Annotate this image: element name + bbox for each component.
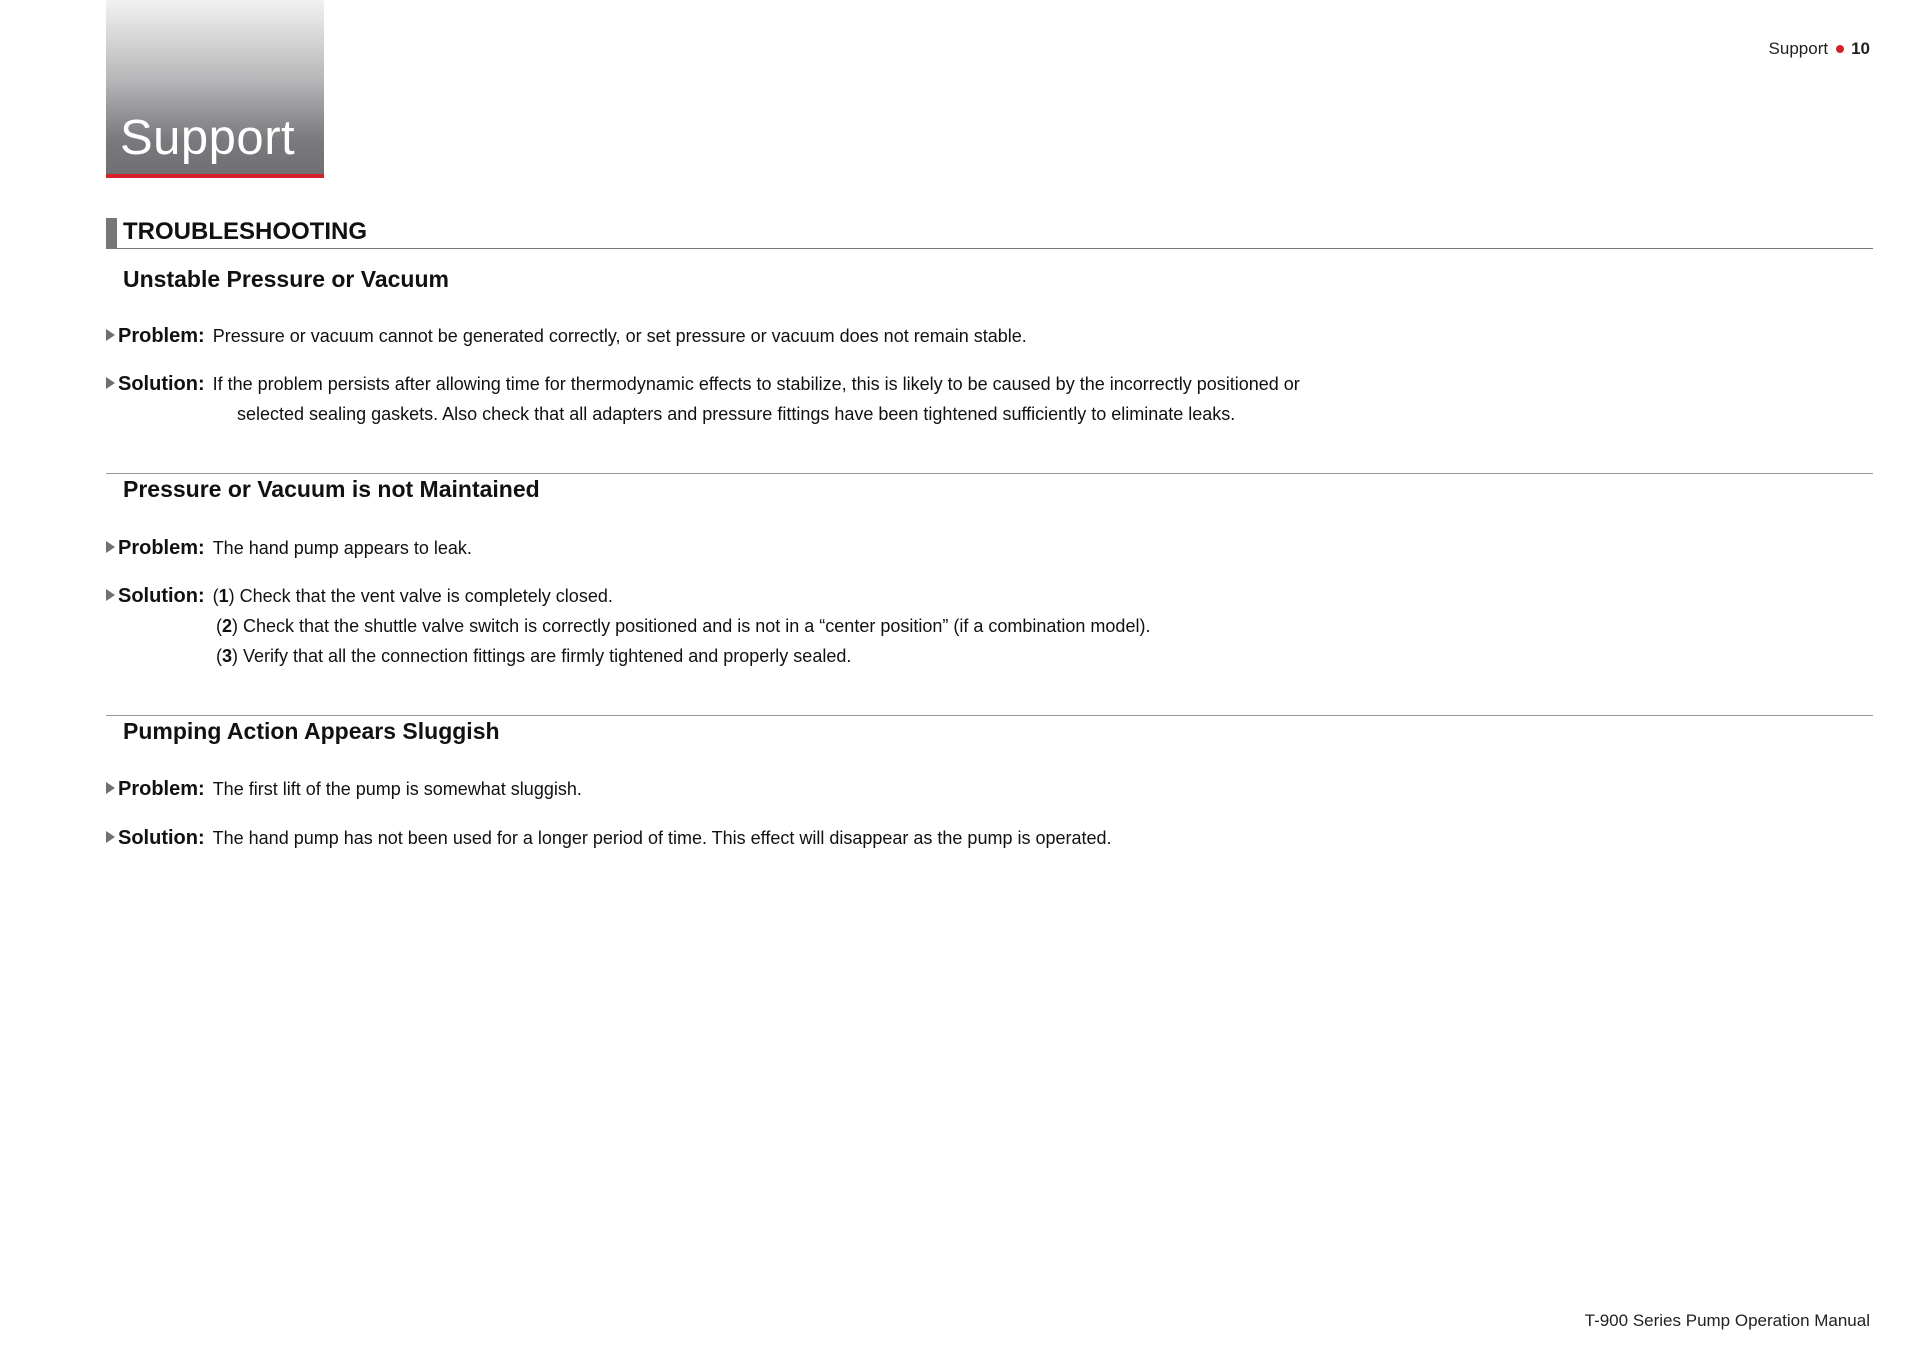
problem-text: The hand pump appears to leak. (212, 538, 472, 558)
section-header (106, 218, 1873, 249)
step-number: 2 (222, 616, 233, 636)
triangle-right-icon (106, 782, 115, 794)
chapter-tab (106, 0, 324, 174)
topic-divider (106, 715, 1873, 716)
section-marker (106, 218, 117, 248)
solution-text: The hand pump has not been used for a longer period of time. This effect will disappear as the pump is operated. (212, 828, 1112, 848)
problem-row (106, 533, 472, 563)
problem-text: Pressure or vacuum cannot be generated correctly, or set pressure or vacuum does not remain stable. (212, 326, 1027, 346)
triangle-right-icon (106, 329, 115, 341)
triangle-right-icon (106, 831, 115, 843)
triangle-right-icon (106, 541, 115, 553)
chapter-title: Support (120, 111, 296, 165)
solution-label: Solution: (118, 585, 205, 607)
topic-divider (106, 473, 1873, 474)
triangle-right-icon (106, 589, 115, 601)
problem-label: Problem: (118, 325, 205, 347)
solution-step: (2) Check that the shuttle valve switch is correctly positioned and is not in a “center position” (if a combination model). (216, 616, 1151, 636)
problem-label: Problem: (118, 537, 205, 559)
bullet-dot-icon (1836, 45, 1844, 53)
running-section: Support (1768, 39, 1829, 58)
solution-row (106, 823, 1112, 853)
problem-row (106, 321, 1027, 351)
topic-heading: Pressure or Vacuum is not Maintained (123, 476, 540, 502)
solution-label: Solution: (118, 827, 205, 849)
chapter-tab-accent (106, 174, 324, 178)
footer-manual-title: T-900 Series Pump Operation Manual (1584, 1311, 1870, 1330)
problem-row (106, 774, 582, 804)
step-number: 3 (222, 646, 233, 666)
step-number: 1 (218, 586, 229, 606)
topic-heading: Pumping Action Appears Sluggish (123, 718, 500, 744)
section-title: TROUBLESHOOTING (123, 218, 367, 245)
problem-text: The first lift of the pump is somewhat sluggish. (212, 779, 582, 799)
topic-heading: Unstable Pressure or Vacuum (123, 266, 449, 292)
solution-row (106, 369, 1300, 399)
solution-step: (3) Verify that all the connection fittings are firmly tightened and properly sealed. (216, 646, 852, 666)
solution-text: If the problem persists after allowing time for thermodynamic effects to stabilize, this is likely to be caused by the incorrectly positioned or (212, 374, 1300, 394)
solution-label: Solution: (118, 373, 205, 395)
solution-row (106, 581, 613, 611)
triangle-right-icon (106, 377, 115, 389)
running-header (1769, 39, 1870, 59)
solution-step: (1) Check that the vent valve is completely closed. (212, 586, 613, 606)
problem-label: Problem: (118, 778, 205, 800)
solution-text-continued: selected sealing gaskets. Also check that all adapters and pressure fittings have been tightened sufficiently to eliminate leaks. (237, 404, 1236, 424)
page-number: 10 (1851, 39, 1870, 58)
